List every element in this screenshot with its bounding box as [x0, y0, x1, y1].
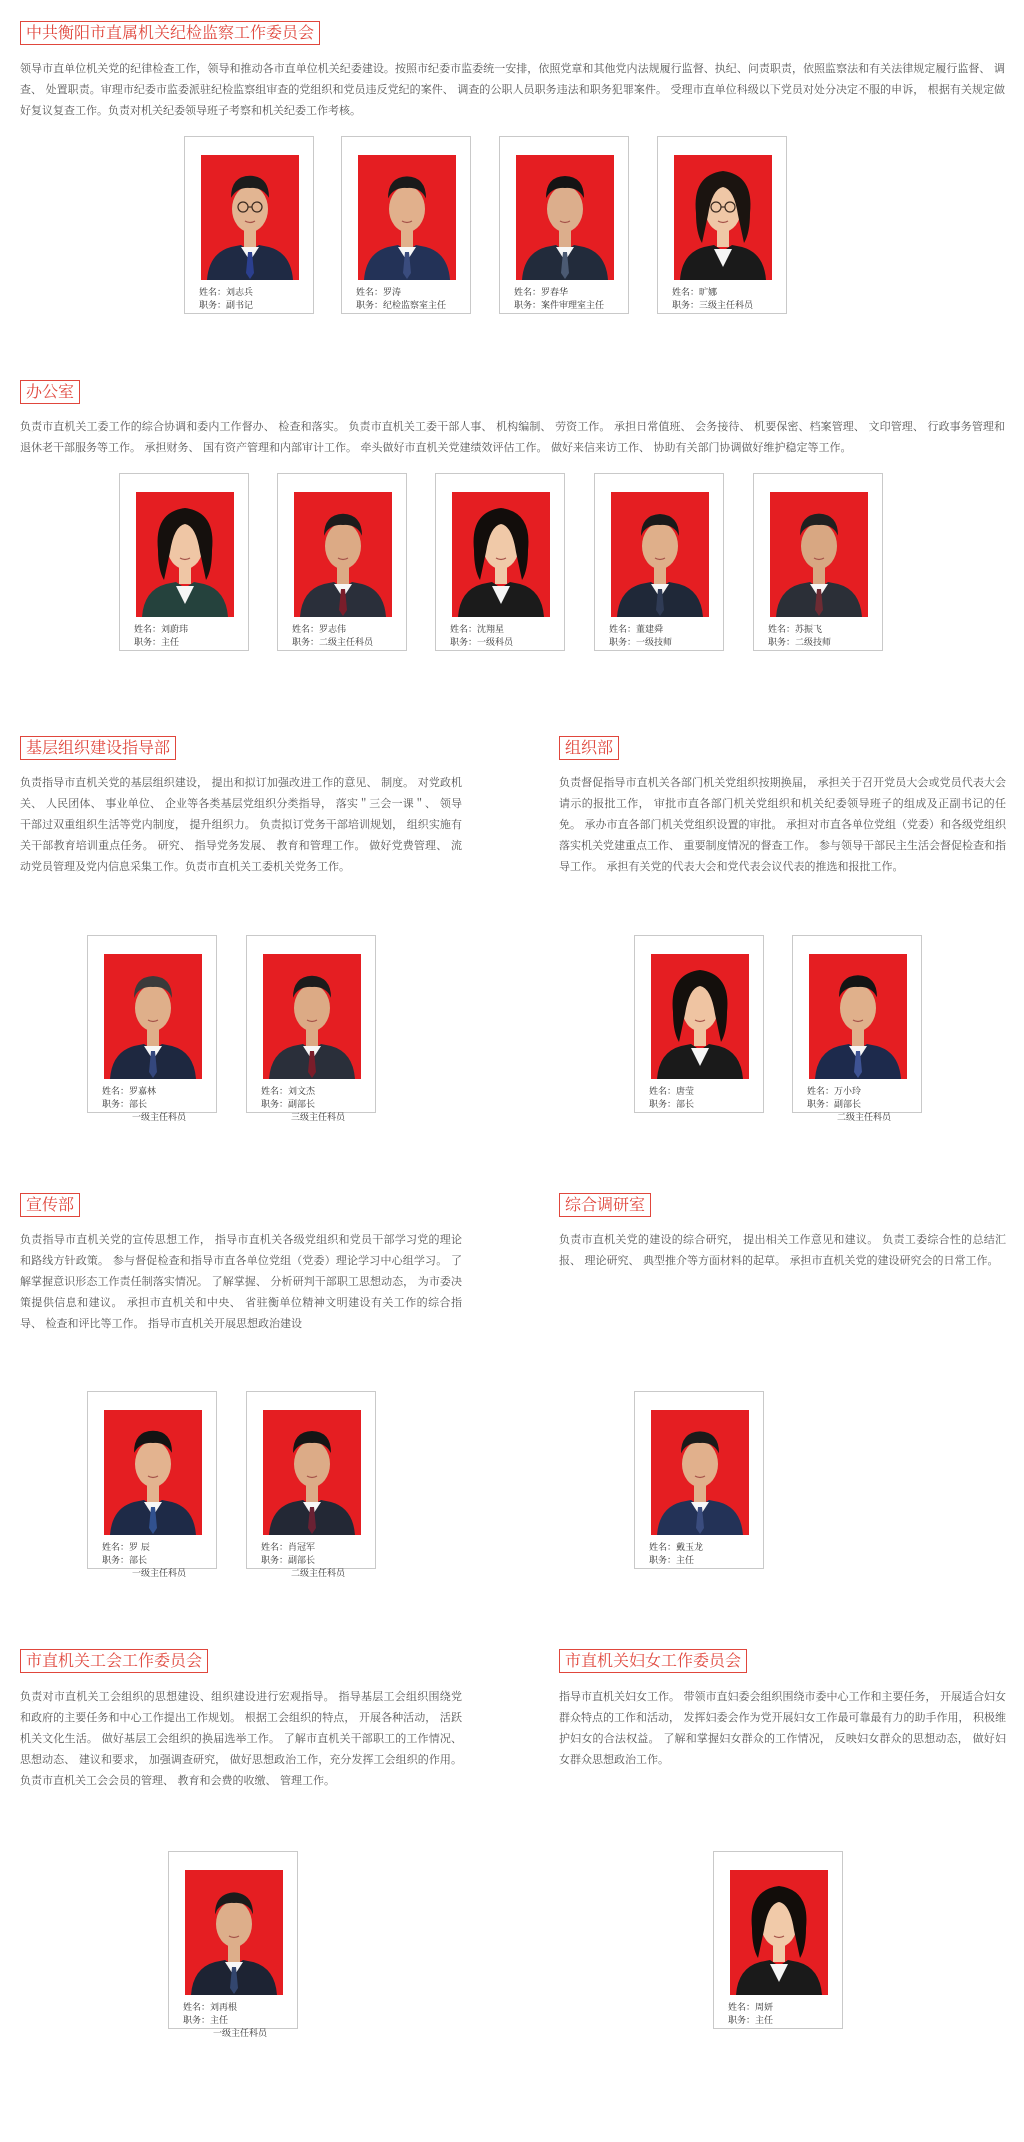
- member-name: 沈翔星: [477, 625, 505, 635]
- name-label: 姓名：: [183, 2003, 211, 2013]
- member-info: [450, 624, 560, 650]
- member-info: [609, 624, 719, 650]
- member-position-row: [728, 2015, 838, 2028]
- member-info: [102, 1542, 212, 1581]
- name-label: 姓名：: [450, 625, 478, 635]
- member-info: [134, 624, 244, 650]
- section-description: 负责督促指导市直机关各部门机关党组织按期换届， 承担关于召开党员大会或党员代表大会请示的报批工作， 审批市直各部门机关党组织和机关纪委领导班子的组成及正副书记的任免。 承办市直各部门机关党组织设置的审批。 承担对市直各单位党组（党委）和各级党组织落实机关党建重点工作、 重要制度情况的督查工作。 参与领导干部民主生活会督促检查和指导工作。 承担有关党的代表大会和党代表会议代表的推选和报批工作。: [559, 776, 1006, 873]
- member-name: 周妍: [755, 2003, 774, 2013]
- member-name: 旷娜: [699, 288, 718, 298]
- member-info: [356, 287, 466, 313]
- member-position: 部长: [676, 1100, 695, 1110]
- member-name: 罗志伟: [319, 625, 347, 635]
- member-position: 纪检监察室主任: [383, 301, 447, 311]
- member-card: [634, 935, 764, 1113]
- section-title: 中共衡阳市直属机关纪检监察工作委员会: [20, 21, 320, 45]
- member-name: 刘志兵: [226, 288, 254, 298]
- section-description: 指导市直机关妇女工作。 带领市直妇委会组织围绕市委中心工作和主要任务， 开展适合妇女群众特点的工作和活动， 发挥妇委会作为党开展妇女工作最可靠最有力的助手作用， 积极维护妇女的合法权益。 了解和掌握妇女群众的工作情况， 反映妇女群众的思想动态， 做好妇女群众思想政治工作。: [559, 1690, 1006, 1766]
- member-position: 副书记: [226, 301, 254, 311]
- member-photo: [294, 492, 392, 617]
- member-card: [792, 935, 922, 1123]
- member-card: [119, 473, 249, 651]
- member-photo: [770, 492, 868, 617]
- member-photo: [452, 492, 550, 617]
- member-info: [649, 1086, 759, 1112]
- member-card: [713, 1851, 843, 2029]
- member-position: 一级科员: [477, 638, 514, 648]
- section-description: 领导市直单位机关党的纪律检查工作，领导和推动各市直单位机关纪委建设。按照市纪委市监委统一安排，依照党章和其他党内法规履行监督、执纪、问责职责，依照监察法和有关法律规定履行监督、 调查、 处置职责。审理市纪委市监委派驻纪检监察组审查的党组织和党员违反党纪的案件、 调查的公职人员职务违法和职务犯罪案件。 受理市直单位科级以下党员对处分决定不服的申诉， 根据有关规定做好复议复查工作。负责对机关纪委领导班子考察和机关纪委工作考核。: [20, 62, 1005, 117]
- name-label: 姓名：: [672, 288, 700, 298]
- member-name-row: [649, 1542, 759, 1555]
- member-name-row: [649, 1086, 759, 1099]
- section-title: 组织部: [559, 736, 619, 760]
- member-name: 董建舜: [636, 625, 664, 635]
- section-title: 市直机关妇女工作委员会: [559, 1649, 747, 1673]
- position-label: 职务：: [672, 301, 700, 311]
- member-position: 案件审理室主任: [541, 301, 605, 311]
- member-photo: [104, 1410, 202, 1535]
- member-card: [657, 136, 787, 314]
- section-title: 基层组织建设指导部: [20, 736, 176, 760]
- member-info: [672, 287, 782, 313]
- member-name-row: [768, 624, 878, 637]
- section-description: 负责指导市直机关党的宣传思想工作， 指导市直机关各级党组织和党员干部学习党的理论和路线方针政策。 参与督促检查和指导市直各单位党组（党委）理论学习中心组学习。 了解掌握意识形态工作责任制落实情况。 了解掌握、 分析研判干部职工思想动态， 为市委决策提供信息和建议。 承担市直机关和中央、 省驻衡单位精神文明建设有关工作的综合指导、 检查和评比等工作。 指导市直机关开展思想政治建设: [20, 1233, 462, 1330]
- member-name: 罗春华: [541, 288, 569, 298]
- member-position-row: [768, 637, 878, 650]
- position-label: 职务：: [649, 1556, 677, 1566]
- position-label: 职务：: [356, 301, 384, 311]
- member-photo: [730, 1870, 828, 1995]
- member-info: [199, 287, 309, 313]
- member-card: [435, 473, 565, 651]
- section-description: 负责对市直机关工会组织的思想建设、组织建设进行宏观指导。 指导基层工会组织围绕党和政府的主要任务和中心工作提出工作规划。 根据工会组织的特点， 开展各种活动， 活跃机关文化生活。 做好基层工会组织的换届选举工作。 了解市直机关干部职工的工作情况、 思想动态、 建议和要求， 加强调查研究， 做好思想政治工作，充分发挥工会组织的作用。负责市直机关工会会员的管理、 教育和会费的收缴、 管理工作。: [20, 1690, 462, 1787]
- position-label: 职务：: [134, 638, 162, 648]
- member-rank: 三级主任科员: [291, 1113, 346, 1123]
- member-info: [728, 2002, 838, 2028]
- position-label: 职务：: [514, 301, 542, 311]
- name-label: 姓名：: [728, 2003, 756, 2013]
- position-label: 职务：: [807, 1100, 835, 1110]
- member-photo: [136, 492, 234, 617]
- position-label: 职务：: [183, 2016, 211, 2026]
- member-name-row: [183, 2002, 293, 2015]
- position-label: 职务：: [450, 638, 478, 648]
- member-photo: [516, 155, 614, 280]
- position-label: 职务：: [102, 1556, 130, 1566]
- member-photo: [263, 954, 361, 1079]
- member-position-row: [672, 300, 782, 313]
- member-position: 部长: [129, 1100, 148, 1110]
- member-name-row: [261, 1086, 371, 1099]
- member-position-row: [807, 1099, 917, 1112]
- member-photo: [651, 1410, 749, 1535]
- member-name: 万小玲: [834, 1087, 862, 1097]
- member-info: [261, 1086, 371, 1125]
- member-rank: 一级主任科员: [213, 2029, 268, 2039]
- member-card: [87, 935, 217, 1123]
- member-info: [807, 1086, 917, 1125]
- member-card: [594, 473, 724, 651]
- section-title: 市直机关工会工作委员会: [20, 1649, 208, 1673]
- member-info: [102, 1086, 212, 1125]
- position-label: 职务：: [609, 638, 637, 648]
- member-name: 刘文杰: [288, 1087, 316, 1097]
- section-description: 负责指导市直机关党的基层组织建设， 提出和拟订加强改进工作的意见、 制度。 对党政机关、 人民团体、 事业单位、 企业等各类基层党组织分类指导， 落实＂三会一课＂、 领导干部过双重组织生活等党内制度， 提升组织力。 负责拟订党务干部培训规划， 组织实施有关干部教育培训重点任务。 研究、 指导党务发展、 教育和管理工作。 做好党费管理、 流动党员管理及党内信息采集工作。负责市直机关工委机关党务工作。: [20, 776, 462, 873]
- position-label: 职务：: [728, 2016, 756, 2026]
- member-position: 副部长: [288, 1556, 316, 1566]
- member-name: 苏振飞: [795, 625, 823, 635]
- member-position-row: [102, 1555, 212, 1568]
- name-label: 姓名：: [807, 1087, 835, 1097]
- name-label: 姓名：: [199, 288, 227, 298]
- name-label: 姓名：: [292, 625, 320, 635]
- member-photo: [358, 155, 456, 280]
- member-name: 罗涛: [383, 288, 402, 298]
- member-name: 肖冠军: [288, 1543, 316, 1553]
- member-position-row: [514, 300, 624, 313]
- name-label: 姓名：: [356, 288, 384, 298]
- member-name-row: [728, 2002, 838, 2015]
- member-position-row: [261, 1555, 371, 1568]
- member-position: 三级主任科员: [699, 301, 754, 311]
- member-name-row: [356, 287, 466, 300]
- member-position-row: [134, 637, 244, 650]
- member-position: 副部长: [834, 1100, 862, 1110]
- member-position: 一级技师: [636, 638, 673, 648]
- member-photo: [201, 155, 299, 280]
- member-name-row: [134, 624, 244, 637]
- position-label: 职务：: [199, 301, 227, 311]
- member-photo: [104, 954, 202, 1079]
- member-card: [634, 1391, 764, 1569]
- member-position: 主任: [676, 1556, 695, 1566]
- member-photo: [651, 954, 749, 1079]
- member-position-row: [609, 637, 719, 650]
- position-label: 职务：: [261, 1100, 289, 1110]
- member-rank: 二级主任科员: [837, 1113, 892, 1123]
- member-info: [261, 1542, 371, 1581]
- position-label: 职务：: [261, 1556, 289, 1566]
- member-position-row: [183, 2015, 293, 2028]
- member-position: 部长: [129, 1556, 148, 1566]
- name-label: 姓名：: [102, 1543, 130, 1553]
- member-position-row: [261, 1099, 371, 1112]
- member-position: 副部长: [288, 1100, 316, 1110]
- section-description: 负责市直机关党的建设的综合研究， 提出相关工作意见和建议。 负责工委综合性的总结汇报、 理论研究、 典型推介等方面材料的起草。 承担市直机关党的建设研究会的日常工作。: [559, 1233, 1006, 1267]
- member-card: [341, 136, 471, 314]
- position-label: 职务：: [102, 1100, 130, 1110]
- member-name: 罗嘉林: [129, 1087, 157, 1097]
- member-position-row: [102, 1099, 212, 1112]
- member-card: [277, 473, 407, 651]
- member-photo: [674, 155, 772, 280]
- member-photo: [611, 492, 709, 617]
- member-name: 罗 辰: [129, 1543, 150, 1553]
- member-name-row: [609, 624, 719, 637]
- member-name-row: [199, 287, 309, 300]
- position-label: 职务：: [768, 638, 796, 648]
- member-card: [87, 1391, 217, 1579]
- member-name: 戴玉龙: [676, 1543, 704, 1553]
- member-card: [246, 935, 376, 1123]
- member-position: 二级主任科员: [319, 638, 374, 648]
- member-position: 主任: [755, 2016, 774, 2026]
- member-info: [649, 1542, 759, 1568]
- section-description: 负责市直机关工委工作的综合协调和委内工作督办、 检查和落实。 负责市直机关工委干部人事、 机构编制、 劳资工作。 承担日常值班、 会务接待、 机要保密、档案管理、 文印管理、 行政事务管理和退休老干部服务等工作。 承担财务、 国有资产管理和内部审计工作。 牵头做好市直机关党建绩效评估工作。 做好来信来访工作、 协助有关部门协调做好维护稳定等工作。: [20, 420, 1005, 454]
- name-label: 姓名：: [261, 1543, 289, 1553]
- member-position: 主任: [210, 2016, 229, 2026]
- member-card: [184, 136, 314, 314]
- name-label: 姓名：: [102, 1087, 130, 1097]
- member-photo: [809, 954, 907, 1079]
- member-card: [499, 136, 629, 314]
- member-position: 二级技师: [795, 638, 832, 648]
- member-name-row: [261, 1542, 371, 1555]
- member-position-row: [649, 1555, 759, 1568]
- name-label: 姓名：: [649, 1087, 677, 1097]
- member-position-row: [199, 300, 309, 313]
- member-photo: [263, 1410, 361, 1535]
- member-rank: 一级主任科员: [132, 1569, 187, 1579]
- member-name-row: [807, 1086, 917, 1099]
- member-name-row: [102, 1542, 212, 1555]
- member-name-row: [672, 287, 782, 300]
- section-title: 宣传部: [20, 1193, 80, 1217]
- member-info: [768, 624, 878, 650]
- member-name-row: [514, 287, 624, 300]
- member-photo: [185, 1870, 283, 1995]
- member-info: [183, 2002, 293, 2041]
- member-rank: 一级主任科员: [132, 1113, 187, 1123]
- member-card: [753, 473, 883, 651]
- section-title: 办公室: [20, 380, 80, 404]
- member-rank: 二级主任科员: [291, 1569, 346, 1579]
- member-position-row: [649, 1099, 759, 1112]
- member-name-row: [450, 624, 560, 637]
- position-label: 职务：: [292, 638, 320, 648]
- member-name-row: [102, 1086, 212, 1099]
- member-position: 主任: [161, 638, 180, 648]
- member-card: [246, 1391, 376, 1579]
- member-info: [514, 287, 624, 313]
- member-name: 刘再根: [210, 2003, 238, 2013]
- member-info: [292, 624, 402, 650]
- member-name-row: [292, 624, 402, 637]
- member-card: [168, 1851, 298, 2039]
- member-position-row: [356, 300, 466, 313]
- name-label: 姓名：: [261, 1087, 289, 1097]
- section-title: 综合调研室: [559, 1193, 651, 1217]
- name-label: 姓名：: [649, 1543, 677, 1553]
- member-position-row: [450, 637, 560, 650]
- name-label: 姓名：: [609, 625, 637, 635]
- member-name: 刘蔚玮: [161, 625, 189, 635]
- name-label: 姓名：: [768, 625, 796, 635]
- name-label: 姓名：: [134, 625, 162, 635]
- member-position-row: [292, 637, 402, 650]
- position-label: 职务：: [649, 1100, 677, 1110]
- name-label: 姓名：: [514, 288, 542, 298]
- member-name: 唐莹: [676, 1087, 695, 1097]
